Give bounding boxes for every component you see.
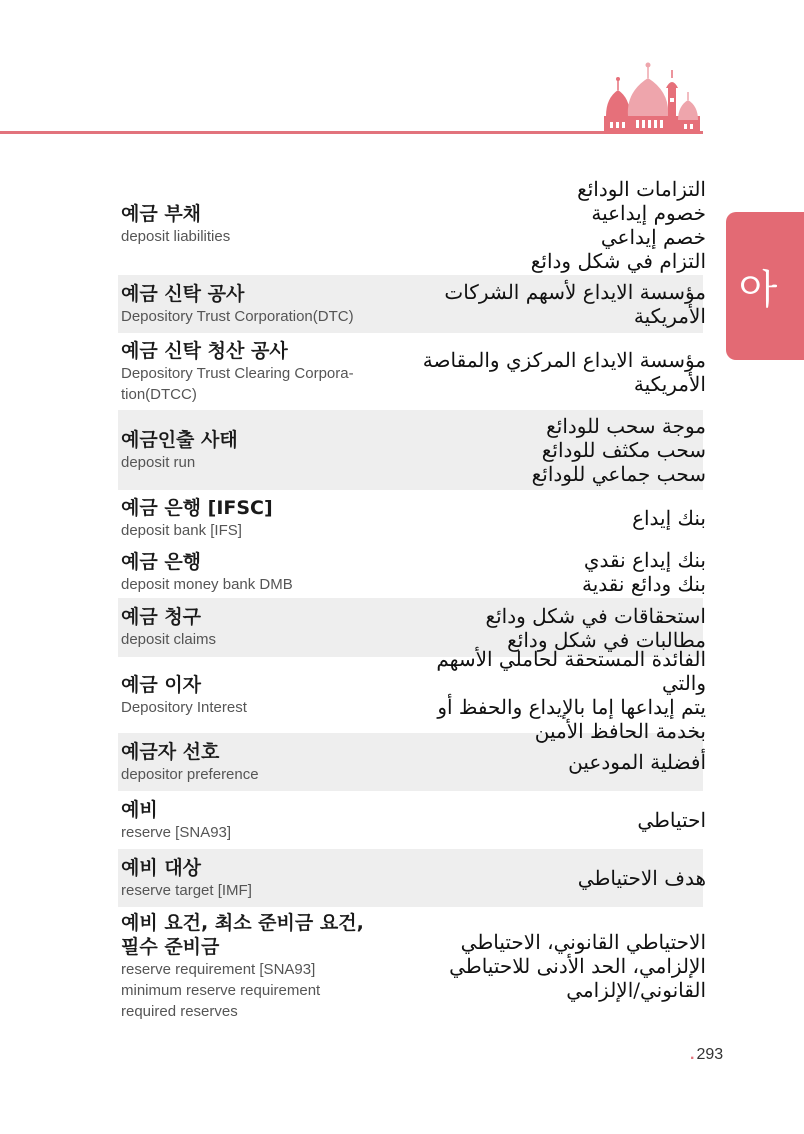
arabic-line: القانوني/الإلزامي: [566, 978, 706, 1002]
english-term: depositor preference: [121, 765, 259, 783]
english-term: deposit bank [IFS]: [121, 521, 242, 539]
korean-term: 예금자 선호: [121, 740, 220, 763]
entry-left-column: [121, 339, 391, 405]
english-term: deposit claims: [121, 631, 217, 648]
arabic-translation: [391, 750, 706, 774]
glossary-entry: [118, 546, 706, 598]
arabic-line: مؤسسة الايداع المركزي والمقاصة: [422, 347, 706, 372]
glossary-entry: [118, 490, 706, 546]
arabic-line: بنك إيداع نقدي: [583, 548, 706, 572]
arabic-line: الاحتياطي القانوني، الاحتياطي: [460, 930, 706, 954]
page-number: [690, 1046, 723, 1064]
glossary-entry: [118, 410, 706, 490]
arabic-translation: [391, 548, 706, 596]
glossary-entry: [118, 333, 706, 410]
arabic-line: احتياطي: [637, 808, 706, 832]
arabic-line: يتم إيداعها إما بالإيداع والحفظ أو: [437, 695, 706, 719]
english-term: reserve target [IMF]: [121, 881, 252, 899]
english-term: deposit liabilities: [121, 228, 231, 245]
section-index-tab[interactable]: [726, 212, 804, 360]
korean-term: 예금 은행 [IFSC]: [121, 496, 273, 519]
english-term: Depository Interest: [121, 698, 247, 716]
arabic-translation: [391, 177, 706, 273]
arabic-translation: [391, 506, 706, 530]
korean-term: 예금 청구: [121, 606, 202, 628]
header-rule: [0, 131, 703, 134]
english-term: required reserves: [121, 1002, 238, 1020]
arabic-translation: [391, 348, 706, 396]
arabic-translation: [391, 604, 706, 652]
entry-left-column: [121, 282, 391, 327]
korean-term: 필수 준비금: [121, 935, 220, 958]
arabic-line: استحقاقات في شكل ودائع: [485, 603, 706, 628]
arabic-line: الأمريكية: [633, 371, 706, 396]
english-term: reserve requirement [SNA93]: [121, 960, 316, 978]
english-term: deposit run: [121, 453, 196, 471]
arabic-translation: [391, 280, 706, 328]
english-term: Depository Trust Clearing Corpora-: [121, 364, 354, 382]
section-index-label: 아: [738, 266, 778, 313]
glossary-entry: [118, 174, 706, 275]
arabic-translation: [391, 647, 706, 743]
korean-term: 예금 신탁 공사: [121, 282, 245, 305]
arabic-line: مطالبات في شكل ودائع: [507, 627, 706, 652]
entry-left-column: [121, 202, 391, 247]
glossary-entry: [118, 849, 706, 907]
arabic-translation: [391, 866, 706, 890]
glossary-entry: [118, 791, 706, 849]
arabic-line: التزامات الودائع: [577, 176, 706, 201]
arabic-line: مؤسسة الايداع لأسهم الشركات: [444, 280, 706, 304]
korean-term: 예금 부채: [121, 203, 202, 225]
entry-left-column: [121, 798, 391, 843]
english-term: tion(DTCC): [121, 385, 197, 403]
arabic-line: موجة سحب للودائع: [546, 414, 706, 438]
arabic-line: الفائدة المستحقة لحاملي الأسهم والتي: [436, 647, 706, 695]
mosque-icon: [600, 58, 704, 134]
arabic-line: سحب جماعي للودائع: [531, 462, 706, 486]
english-term: minimum reserve requirement: [121, 981, 321, 999]
entry-left-column: [121, 856, 391, 901]
korean-term: 예비 대상: [121, 856, 202, 879]
arabic-line: خصم إيداعي: [600, 224, 706, 249]
glossary-entry: [118, 275, 706, 333]
arabic-line: بنك إيداع: [632, 506, 706, 530]
arabic-line: خصوم إيداعية: [591, 200, 706, 225]
arabic-line: التزام في شكل ودائع: [530, 248, 706, 273]
arabic-translation: [391, 808, 706, 832]
arabic-line: هدف الاحتياطي: [577, 866, 706, 890]
korean-term: 예비: [121, 798, 158, 821]
entry-left-column: [121, 496, 391, 541]
korean-term: 예금 신탁 청산 공사: [121, 339, 288, 362]
arabic-line: أفضلية المودعين: [568, 750, 706, 774]
entry-left-column: [121, 550, 391, 595]
page-dot-icon: .: [690, 1046, 695, 1063]
entry-left-column: [121, 673, 391, 718]
arabic-translation: [391, 414, 706, 486]
korean-term: 예금 은행: [121, 550, 202, 573]
entry-left-column: [121, 428, 391, 473]
glossary-entries: [118, 174, 706, 1025]
korean-term: 예비 요건, 최소 준비금 요건,: [121, 911, 364, 934]
glossary-entry: [118, 907, 706, 1025]
english-term: reserve [SNA93]: [121, 823, 232, 841]
glossary-entry: [118, 647, 706, 743]
arabic-line: بخدمة الحافظ الأمين: [534, 719, 706, 743]
entry-left-column: [121, 911, 391, 1022]
english-term: Depository Trust Corporation(DTC): [121, 307, 354, 325]
arabic-line: سحب مكثف للودائع: [541, 438, 706, 462]
korean-term: 예금 이자: [121, 673, 202, 696]
arabic-line: الإلزامي، الحد الأدنى للاحتياطي: [449, 954, 706, 978]
arabic-line: الأمريكية: [633, 304, 706, 328]
entry-left-column: [121, 740, 391, 785]
arabic-line: بنك ودائع نقدية: [582, 572, 706, 596]
korean-term: 예금인출 사태: [121, 428, 238, 451]
entry-left-column: [121, 605, 391, 650]
arabic-translation: [391, 930, 706, 1002]
page-number-value: 293: [696, 1046, 724, 1063]
english-term: deposit money bank DMB: [121, 575, 293, 593]
